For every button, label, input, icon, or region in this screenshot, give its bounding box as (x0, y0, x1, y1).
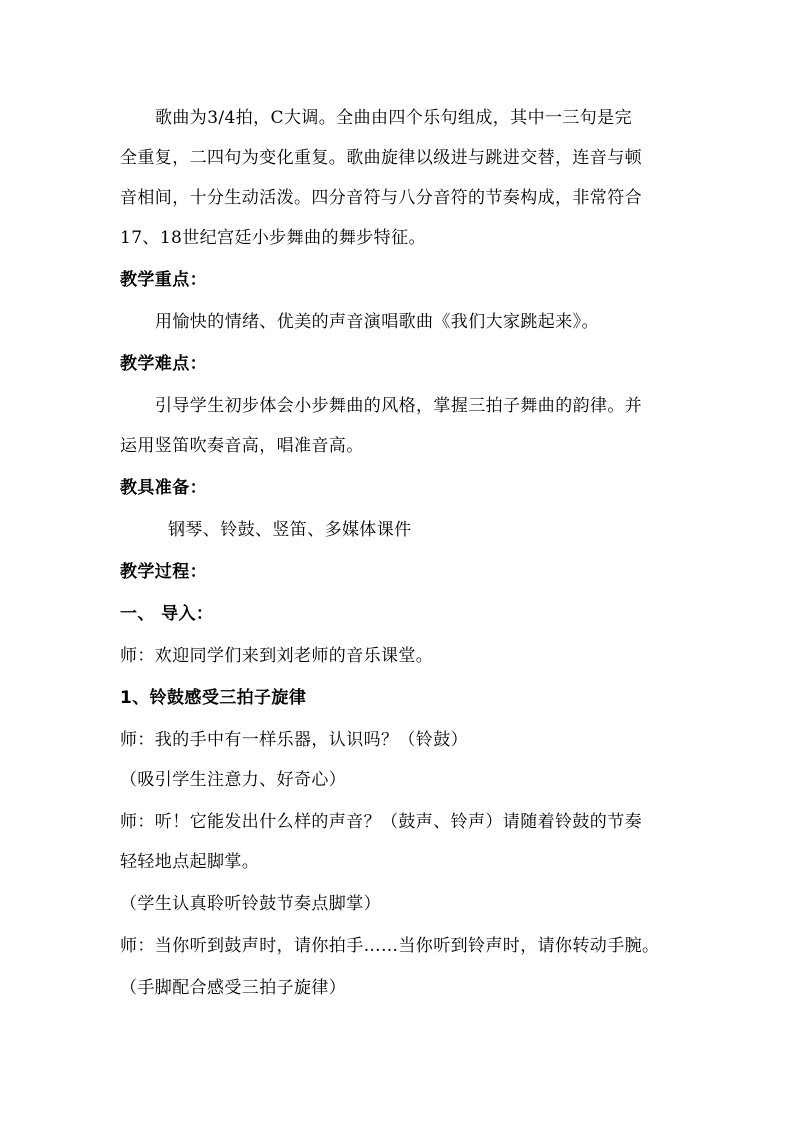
teacher-question-1: 师：我的手中有一样乐器，认识吗？（铃鼓） (120, 730, 468, 750)
step-1-title: 1、铃鼓感受三拍子旋律 (120, 688, 307, 708)
difficulties-heading: 教学难点： (120, 354, 207, 374)
intro-line-2: 全重复，二四句为变化重复。歌曲旋律以级进与跳进交替，连音与顿 (120, 148, 642, 168)
teacher-question-2-line-1: 师：听！它能发出什么样的声音？（鼓声、铃声）请随着铃鼓的节奏 (120, 812, 642, 832)
section-1-title: 一、 导入： (120, 604, 214, 624)
teacher-welcome: 师：欢迎同学们来到刘老师的音乐课堂。 (120, 646, 434, 666)
teacher-question-3: 师：当你听到鼓声时，请你拍手……当你听到铃声时，请你转动手腕。 (120, 936, 660, 956)
difficulties-line-1: 引导学生初步体会小步舞曲的风格，掌握三拍子舞曲的韵律。并 (155, 396, 643, 416)
materials-heading: 教具准备： (120, 478, 207, 498)
note-2: （学生认真聆听铃鼓节奏点脚掌） (120, 894, 381, 914)
key-points-text: 用愉快的情绪、优美的声音演唱歌曲《我们大家跳起来》。 (155, 312, 599, 332)
materials-text: 钢琴、铃鼓、竖笛、多媒体课件 (168, 520, 412, 540)
key-points-heading: 教学重点： (120, 270, 207, 290)
intro-line-4: 17、18世纪宫廷小步舞曲的舞步特征。 (120, 228, 426, 248)
intro-line-1: 歌曲为3/4拍，C大调。全曲由四个乐句组成，其中一三句是完 (155, 108, 632, 128)
difficulties-line-2: 运用竖笛吹奏音高，唱准音高。 (120, 436, 364, 456)
note-3: （手脚配合感受三拍子旋律） (120, 978, 347, 998)
process-heading: 教学过程： (120, 562, 207, 582)
teacher-question-2-line-2: 轻轻地点起脚掌。 (120, 852, 260, 872)
intro-line-3: 音相间，十分生动活泼。四分音符与八分音符的节奏构成，非常符合 (120, 188, 642, 208)
note-1: （吸引学生注意力、好奇心） (120, 770, 347, 790)
